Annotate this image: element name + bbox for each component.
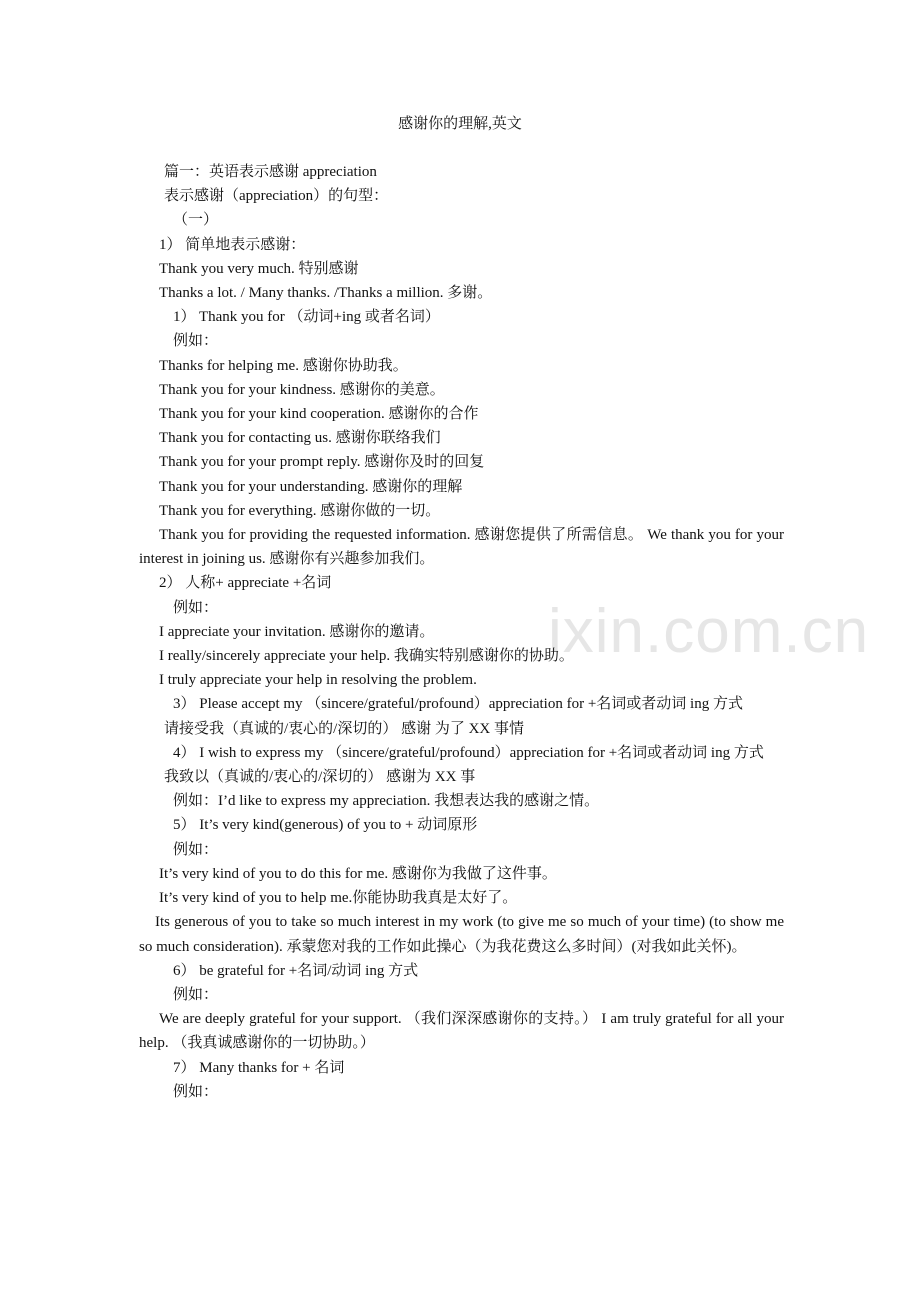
document-title: 感谢你的理解,英文 [398, 116, 522, 132]
text-line: 请接受我（真诚的/衷心的/深切的） 感谢 为了 XX 事情 [164, 720, 525, 737]
document-body [139, 160, 784, 1104]
text-line: 例如： [173, 333, 219, 350]
text-line: Thank you for everything. 感谢你做的一切。 [159, 502, 441, 519]
text-line: Thank you for your prompt reply. 感谢你及时的回复 [159, 454, 485, 471]
text-line: Thank you for your kindness. 感谢你的美意。 [159, 381, 445, 398]
text-line: 表示感谢（appreciation）的句型： [164, 188, 389, 205]
text-line: Thank you for your understanding. 感谢你的理解 [159, 478, 463, 495]
text-paragraph: 3） Please accept my （sincere/grateful/profound）appreciation for +名词或者动词 ing 方式 [173, 696, 743, 713]
text-line: I truly appreciate your help in resolving the problem. [159, 672, 477, 689]
text-line: 例如： [173, 841, 219, 858]
text-line: 例如： [173, 599, 219, 616]
text-line: 6） be grateful for +名词/动词 ing 方式 [173, 962, 419, 979]
text-paragraph: We are deeply grateful for your support. （我们深深感谢你的支持。） I am truly grateful for all your help. （我真诚感谢你的一切协助。） [139, 1011, 784, 1052]
text-paragraph: Its generous of you to take so much interest in my work (to give me so much of your time) (to show me so much consideration). 承蒙您对我的工作如此操心（为我花费这么多时间）(对我如此关怀)。 [139, 914, 784, 955]
text-paragraph: 4） I wish to express my （sincere/grateful/profound）appreciation for +名词或者动词 ing 方式 [173, 744, 764, 761]
text-line: Thanks for helping me. 感谢你协助我。 [159, 357, 408, 374]
text-line: Thank you for contacting us. 感谢你联络我们 [159, 430, 441, 447]
text-line: 1） 简单地表示感谢： [159, 236, 306, 253]
text-line: Thank you very much. 特别感谢 [159, 260, 359, 277]
text-line: 2） 人称+ appreciate +名词 [159, 575, 332, 592]
text-line: 1） Thank you for （动词+ing 或者名词） [173, 309, 440, 326]
text-line: It’s very kind of you to help me.你能协助我真是太好了。 [159, 890, 518, 907]
text-line: 例如：I’d like to express my appreciation. 我想表达我的感谢之情。 [173, 793, 600, 810]
text-line: I appreciate your invitation. 感谢你的邀请。 [159, 623, 435, 640]
text-line: 我致以（真诚的/衷心的/深切的） 感谢为 XX 事 [164, 769, 476, 786]
text-line: （一） [173, 212, 219, 229]
text-line: I really/sincerely appreciate your help. 我确实特别感谢你的协助。 [159, 648, 574, 665]
text-line: 篇一：英语表示感谢 appreciation [164, 164, 377, 180]
text-line: Thanks a lot. / Many thanks. /Thanks a million. 多谢。 [159, 285, 493, 302]
text-line: It’s very kind of you to do this for me. 感谢你为我做了这件事。 [159, 865, 557, 882]
text-line: 例如： [173, 1083, 219, 1100]
watermark: ixin.com.cn [548, 597, 870, 666]
text-paragraph: Thank you for providing the requested information. 感谢您提供了所需信息。 We thank you for your interest in joining us. 感谢你有兴趣参加我们。 [139, 527, 784, 568]
text-line: 5） It’s very kind(generous) of you to + 动词原形 [173, 817, 478, 834]
text-line: Thank you for your kind cooperation. 感谢你的合作 [159, 406, 479, 423]
text-line: 7） Many thanks for + 名词 [173, 1059, 345, 1076]
text-line: 例如： [173, 986, 219, 1003]
